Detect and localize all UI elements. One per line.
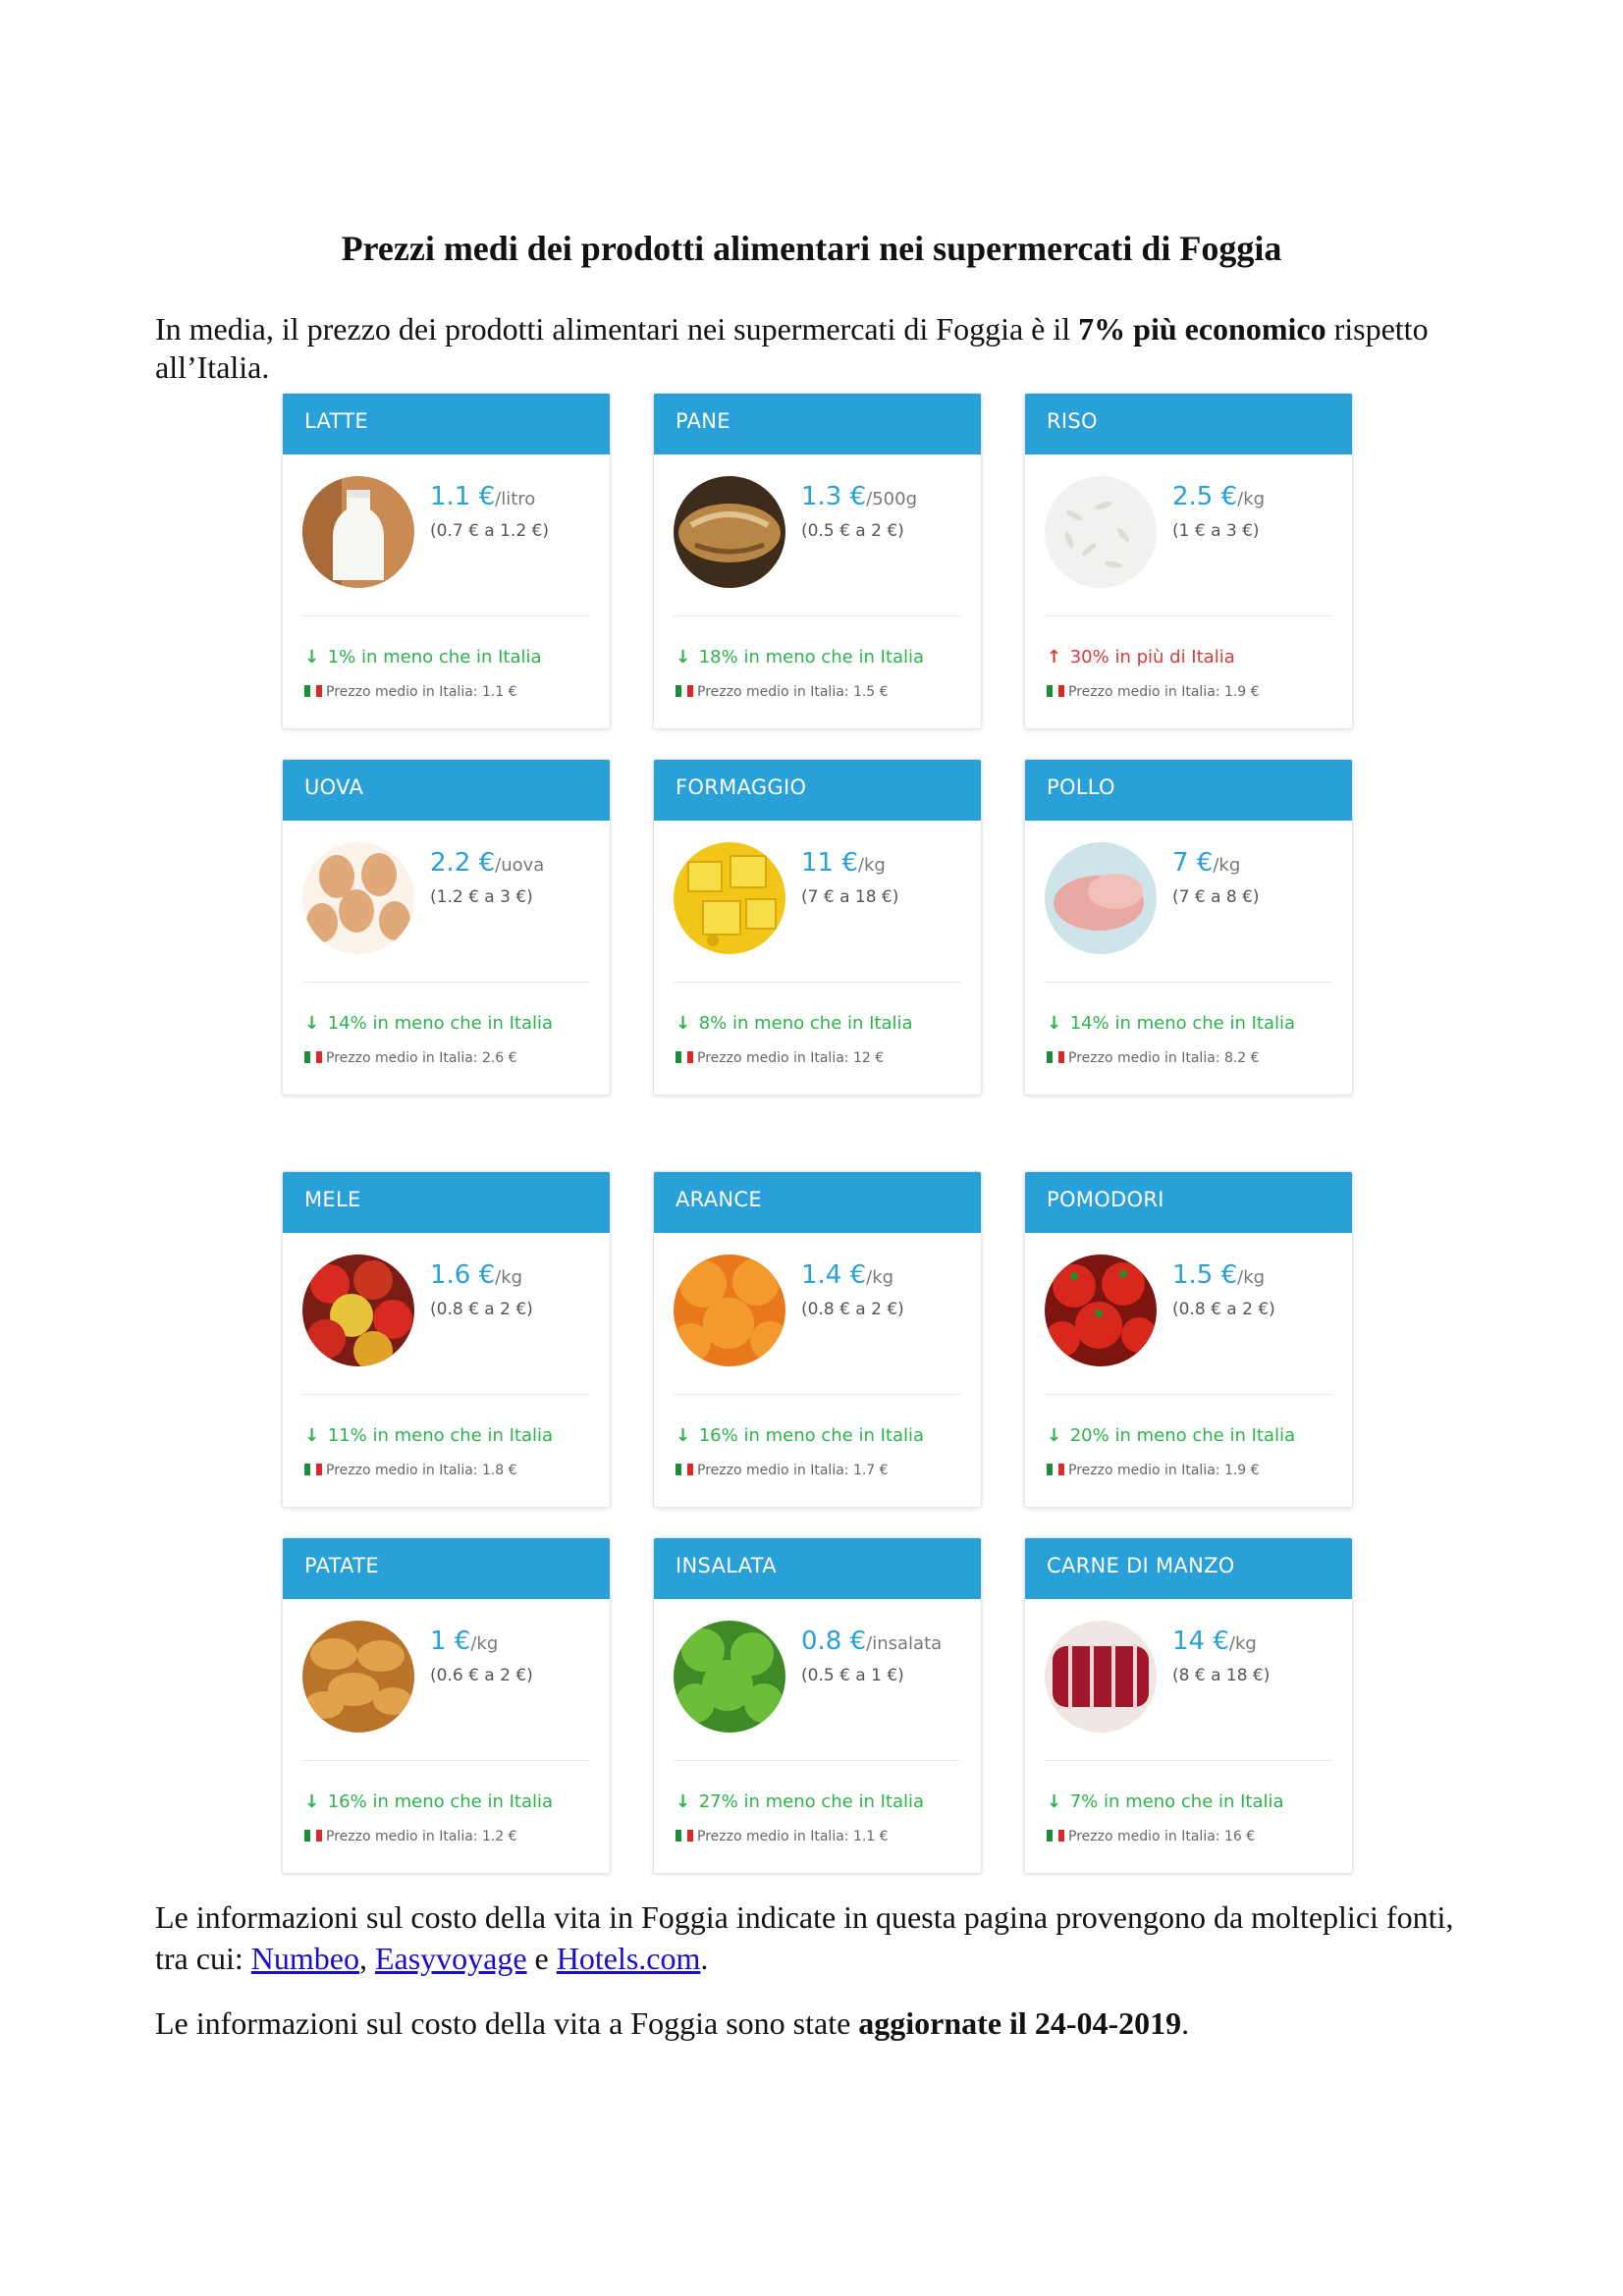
rice-icon xyxy=(1045,476,1157,588)
price xyxy=(801,1260,893,1290)
comparison-text: 16% in meno che in Italia xyxy=(327,1791,554,1812)
divider xyxy=(674,1760,961,1761)
comparison xyxy=(1047,1013,1295,1034)
comparison-text: 20% in meno che in Italia xyxy=(1069,1425,1296,1446)
price-card-riso xyxy=(1024,393,1353,729)
card-title: INSALATA xyxy=(654,1538,981,1599)
card-title: POLLO xyxy=(1025,760,1352,821)
card-body xyxy=(283,1233,610,1508)
milk-bottle-icon xyxy=(302,476,414,588)
arrow-down-icon: ↓ xyxy=(676,1425,691,1446)
italy-flag-icon xyxy=(304,1051,322,1063)
card-body xyxy=(1025,1233,1352,1508)
card-body xyxy=(654,821,981,1095)
italy-average-text: Prezzo medio in Italia: 1.7 € xyxy=(697,1463,889,1478)
beef-icon xyxy=(1045,1621,1157,1733)
italy-flag-icon xyxy=(1047,685,1064,697)
italy-flag-icon xyxy=(676,1830,693,1842)
price-card-pollo xyxy=(1024,759,1353,1095)
price-value: 14 € xyxy=(1172,1627,1229,1656)
price-range: (0.5 € a 1 €) xyxy=(801,1666,904,1685)
price-range: (8 € a 18 €) xyxy=(1172,1666,1271,1685)
card-body xyxy=(283,454,610,729)
price-unit: /kg xyxy=(1213,855,1241,876)
divider xyxy=(302,1394,590,1395)
updated-date: aggiornate il 24-04-2019 xyxy=(858,2005,1182,2041)
italy-average xyxy=(676,1829,889,1844)
comparison-text: 1% in meno che in Italia xyxy=(327,647,542,667)
italy-flag-icon xyxy=(676,1464,693,1475)
comparison xyxy=(304,1425,553,1446)
price-unit: /500g xyxy=(866,489,918,509)
comparison xyxy=(676,1013,913,1034)
comparison xyxy=(304,647,542,667)
price-range: (7 € a 18 €) xyxy=(801,887,899,907)
divider xyxy=(1045,1394,1332,1395)
card-body xyxy=(1025,821,1352,1095)
price-card-insalata xyxy=(653,1537,982,1874)
divider xyxy=(1045,982,1332,983)
italy-flag-icon xyxy=(1047,1464,1064,1475)
italy-average-text: Prezzo medio in Italia: 8.2 € xyxy=(1068,1050,1260,1066)
price-range: (0.8 € a 2 €) xyxy=(1172,1300,1275,1319)
comparison xyxy=(304,1013,553,1034)
comparison-text: 30% in più di Italia xyxy=(1069,647,1235,667)
price-range: (7 € a 8 €) xyxy=(1172,887,1260,907)
intro-highlight: 7% più economico xyxy=(1078,311,1326,347)
comparison-text: 11% in meno che in Italia xyxy=(327,1425,554,1446)
arrow-down-icon: ↓ xyxy=(1047,1013,1062,1034)
card-title: FORMAGGIO xyxy=(654,760,981,821)
price xyxy=(1172,1627,1257,1656)
lettuce-icon xyxy=(674,1621,785,1733)
price-cards-grid-bottom xyxy=(282,1171,1353,1874)
comparison xyxy=(676,1791,924,1812)
price-card-uova xyxy=(282,759,611,1095)
arrow-down-icon: ↓ xyxy=(304,1425,320,1446)
price-unit: /uova xyxy=(495,855,545,876)
card-title: PATATE xyxy=(283,1538,610,1599)
price-value: 1.5 € xyxy=(1172,1260,1238,1290)
italy-average xyxy=(304,1050,517,1066)
italy-average xyxy=(676,684,889,700)
italy-average-text: Prezzo medio in Italia: 2.6 € xyxy=(326,1050,517,1066)
comparison-text: 7% in meno che in Italia xyxy=(1069,1791,1284,1812)
price-unit: /kg xyxy=(470,1633,499,1654)
card-body xyxy=(1025,1599,1352,1874)
divider xyxy=(1045,615,1332,616)
price-value: 1.1 € xyxy=(430,482,496,511)
sources-text: Le informazioni sul costo della vita in Foggia indicate in questa pagina provengono da molteplici fonti, tra cui: xyxy=(155,1899,1454,1976)
price-card-latte xyxy=(282,393,611,729)
updated-text: Le informazioni sul costo della vita a Foggia sono state xyxy=(155,2005,859,2041)
updated-paragraph xyxy=(155,2002,1471,2044)
period: . xyxy=(700,1941,709,1976)
arrow-down-icon: ↓ xyxy=(676,1013,691,1034)
price-card-mele xyxy=(282,1171,611,1508)
price xyxy=(801,482,917,511)
price-value: 11 € xyxy=(801,848,858,878)
comparison-text: 16% in meno che in Italia xyxy=(698,1425,925,1446)
price-range: (0.7 € a 1.2 €) xyxy=(430,521,550,541)
easyvoyage-link[interactable]: Easyvoyage xyxy=(374,1941,527,1976)
comparison xyxy=(1047,1791,1284,1812)
divider xyxy=(674,1394,961,1395)
price-card-pomodori xyxy=(1024,1171,1353,1508)
apples-icon xyxy=(302,1255,414,1366)
sources-paragraph xyxy=(155,1896,1471,1979)
price xyxy=(430,482,535,511)
divider xyxy=(674,615,961,616)
price-range: (0.8 € a 2 €) xyxy=(801,1300,904,1319)
price-value: 0.8 € xyxy=(801,1627,867,1656)
price-range: (1 € a 3 €) xyxy=(1172,521,1260,541)
price xyxy=(1172,1260,1265,1290)
italy-average-text: Prezzo medio in Italia: 1.8 € xyxy=(326,1463,517,1478)
card-title: CARNE DI MANZO xyxy=(1025,1538,1352,1599)
italy-average-text: Prezzo medio in Italia: 1.2 € xyxy=(326,1829,517,1844)
price-cards-grid-top xyxy=(282,393,1353,1095)
intro-text-end: rispetto all’Italia. xyxy=(155,311,1429,385)
price-value: 7 € xyxy=(1172,848,1214,878)
price-card-carne-di-manzo xyxy=(1024,1537,1353,1874)
tomatoes-icon xyxy=(1045,1255,1157,1366)
italy-average xyxy=(304,684,517,700)
comparison xyxy=(1047,647,1235,667)
italy-average-text: Prezzo medio in Italia: 1.1 € xyxy=(697,1829,889,1844)
price-card-patate xyxy=(282,1537,611,1874)
comparison xyxy=(304,1791,553,1812)
italy-average-text: Prezzo medio in Italia: 12 € xyxy=(697,1050,885,1066)
italy-flag-icon xyxy=(1047,1830,1064,1842)
divider xyxy=(1045,1760,1332,1761)
price-unit: /litro xyxy=(495,489,536,509)
price xyxy=(430,1260,522,1290)
cheese-icon xyxy=(674,842,785,954)
divider xyxy=(302,615,590,616)
chicken-icon xyxy=(1045,842,1157,954)
price-unit: /kg xyxy=(857,855,886,876)
price-value: 2.5 € xyxy=(1172,482,1238,511)
italy-average xyxy=(304,1463,517,1478)
price xyxy=(1172,482,1265,511)
numbeo-link[interactable]: Numbeo xyxy=(250,1941,359,1976)
card-title: LATTE xyxy=(283,394,610,454)
italy-average-text: Prezzo medio in Italia: 16 € xyxy=(1068,1829,1256,1844)
card-title: RISO xyxy=(1025,394,1352,454)
hotels-link[interactable]: Hotels.com xyxy=(556,1941,701,1976)
price-card-pane xyxy=(653,393,982,729)
italy-average-text: Prezzo medio in Italia: 1.1 € xyxy=(326,684,517,700)
price xyxy=(430,848,544,878)
price xyxy=(1172,848,1240,878)
italy-average-text: Prezzo medio in Italia: 1.5 € xyxy=(697,684,889,700)
price-unit: /kg xyxy=(1228,1633,1257,1654)
price-range: (0.6 € a 2 €) xyxy=(430,1666,533,1685)
price-value: 1.4 € xyxy=(801,1260,867,1290)
italy-flag-icon xyxy=(304,685,322,697)
card-body xyxy=(654,1233,981,1508)
price-range: (0.8 € a 2 €) xyxy=(430,1300,533,1319)
price-value: 2.2 € xyxy=(430,848,496,878)
divider xyxy=(302,982,590,983)
separator: e xyxy=(526,1941,557,1976)
card-title: ARANCE xyxy=(654,1172,981,1233)
intro-text: In media, il prezzo dei prodotti alimentari nei supermercati di Foggia è il xyxy=(155,311,1079,347)
page-title: Prezzi medi dei prodotti alimentari nei supermercati di Foggia xyxy=(341,229,1282,268)
arrow-down-icon: ↓ xyxy=(676,647,691,667)
price-range: (0.5 € a 2 €) xyxy=(801,521,904,541)
comparison xyxy=(676,647,924,667)
italy-average xyxy=(304,1829,517,1844)
arrow-up-icon: ↑ xyxy=(1047,647,1062,667)
italy-average-text: Prezzo medio in Italia: 1.9 € xyxy=(1068,1463,1260,1478)
separator: , xyxy=(358,1941,375,1976)
comparison-text: 14% in meno che in Italia xyxy=(1069,1013,1296,1034)
price-unit: /kg xyxy=(866,1267,894,1288)
price-unit: /kg xyxy=(1237,1267,1266,1288)
price-card-formaggio xyxy=(653,759,982,1095)
price-unit: /kg xyxy=(495,1267,523,1288)
card-body xyxy=(654,1599,981,1874)
card-title: MELE xyxy=(283,1172,610,1233)
card-body xyxy=(654,454,981,729)
price xyxy=(430,1627,498,1656)
card-body xyxy=(283,1599,610,1874)
intro-paragraph xyxy=(155,310,1432,387)
italy-average-text: Prezzo medio in Italia: 1.9 € xyxy=(1068,684,1260,700)
comparison-text: 14% in meno che in Italia xyxy=(327,1013,554,1034)
divider xyxy=(674,982,961,983)
price-card-arance xyxy=(653,1171,982,1508)
italy-average xyxy=(676,1050,884,1066)
comparison xyxy=(1047,1425,1295,1446)
italy-average xyxy=(1047,684,1260,700)
arrow-down-icon: ↓ xyxy=(304,1791,320,1812)
italy-flag-icon xyxy=(304,1464,322,1475)
italy-average xyxy=(1047,1463,1260,1478)
italy-average xyxy=(1047,1050,1260,1066)
price xyxy=(801,1627,942,1656)
italy-average xyxy=(676,1463,889,1478)
period: . xyxy=(1181,2005,1190,2041)
italy-flag-icon xyxy=(1047,1051,1064,1063)
card-title: UOVA xyxy=(283,760,610,821)
italy-average xyxy=(1047,1829,1255,1844)
arrow-down-icon: ↓ xyxy=(676,1791,691,1812)
price-value: 1.6 € xyxy=(430,1260,496,1290)
price-unit: /kg xyxy=(1237,489,1266,509)
card-title: PANE xyxy=(654,394,981,454)
arrow-down-icon: ↓ xyxy=(1047,1425,1062,1446)
italy-flag-icon xyxy=(676,685,693,697)
comparison-text: 8% in meno che in Italia xyxy=(698,1013,913,1034)
card-title: POMODORI xyxy=(1025,1172,1352,1233)
price xyxy=(801,848,886,878)
card-body xyxy=(1025,454,1352,729)
italy-flag-icon xyxy=(676,1051,693,1063)
bread-icon xyxy=(674,476,785,588)
card-body xyxy=(283,821,610,1095)
oranges-icon xyxy=(674,1255,785,1366)
comparison-text: 27% in meno che in Italia xyxy=(698,1791,925,1812)
arrow-down-icon: ↓ xyxy=(1047,1791,1062,1812)
comparison xyxy=(676,1425,924,1446)
potatoes-icon xyxy=(302,1621,414,1733)
arrow-down-icon: ↓ xyxy=(304,1013,320,1034)
price-unit: /insalata xyxy=(866,1633,943,1654)
price-range: (1.2 € a 3 €) xyxy=(430,887,533,907)
comparison-text: 18% in meno che in Italia xyxy=(698,647,925,667)
price-value: 1 € xyxy=(430,1627,471,1656)
italy-flag-icon xyxy=(304,1830,322,1842)
divider xyxy=(302,1760,590,1761)
arrow-down-icon: ↓ xyxy=(304,647,320,667)
eggs-icon xyxy=(302,842,414,954)
price-value: 1.3 € xyxy=(801,482,867,511)
